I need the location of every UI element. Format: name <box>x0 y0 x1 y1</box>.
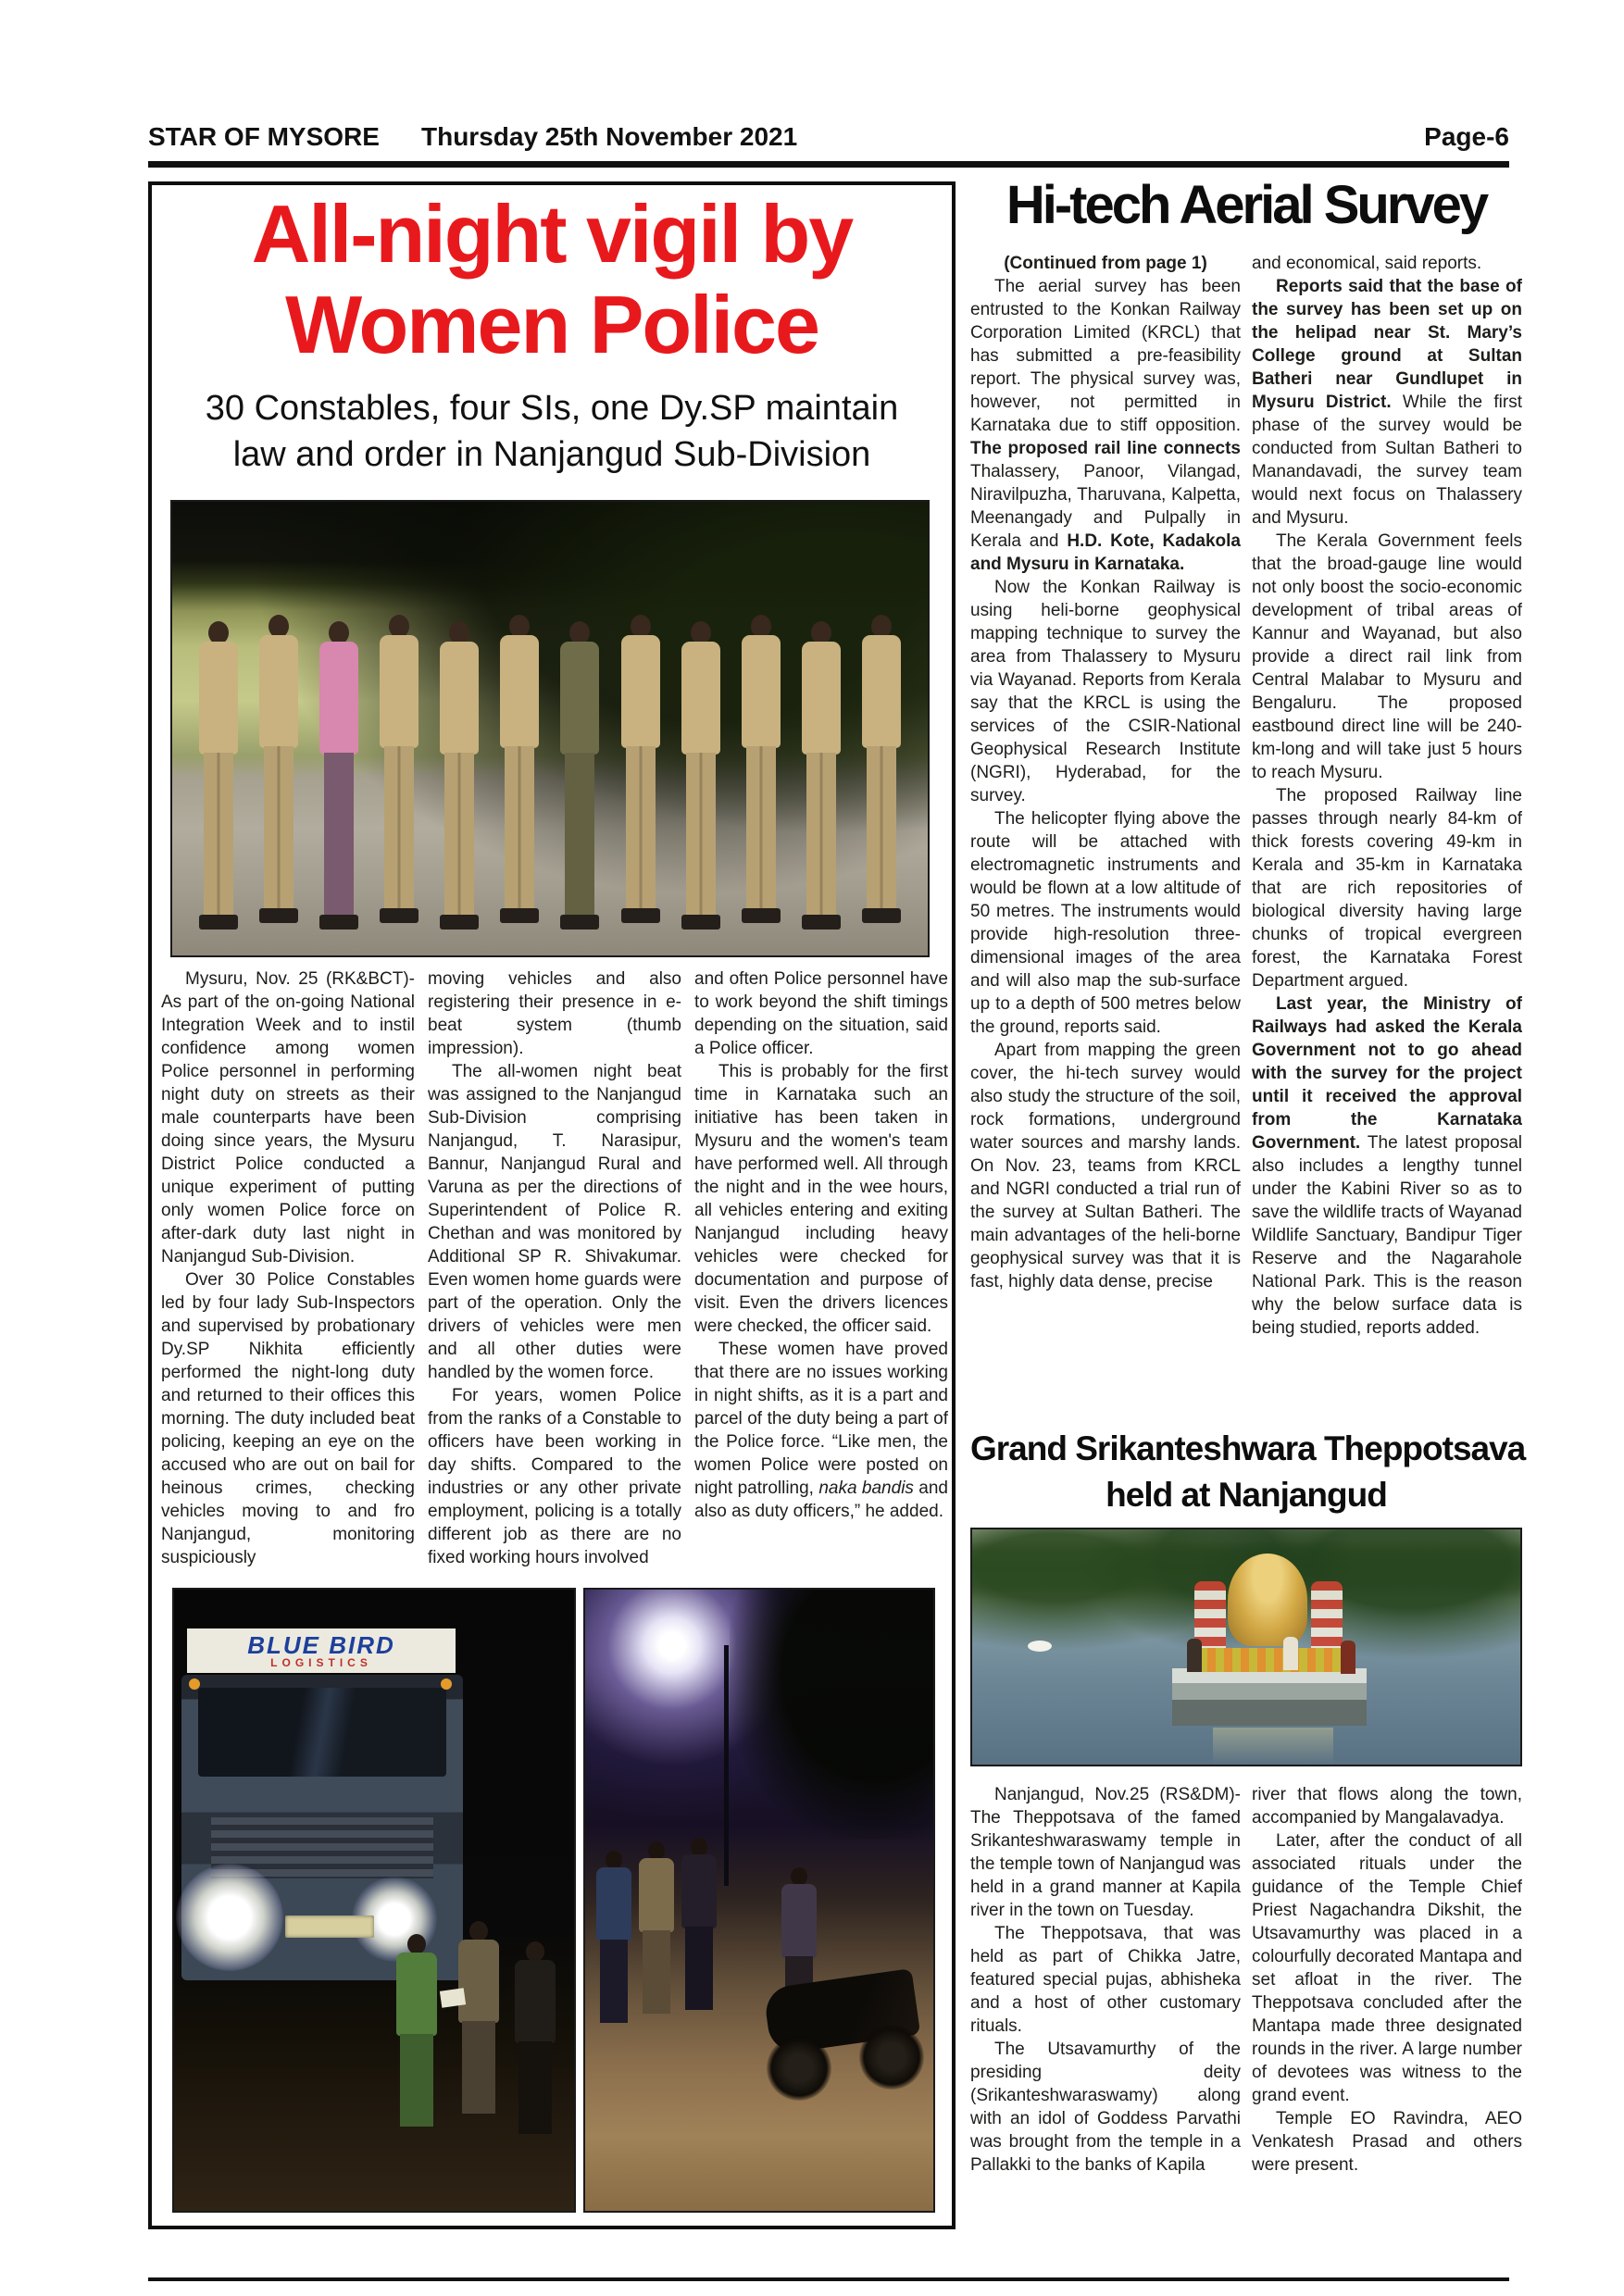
theppotsava-headline-line2: held at Nanjangud <box>1106 1476 1387 1514</box>
person-figure <box>1187 1639 1202 1672</box>
newspaper-title: STAR OF MYSORE <box>148 122 380 151</box>
truck-marker-light <box>441 1678 452 1690</box>
truck-brand-name: BLUE BIRD <box>247 1630 395 1659</box>
paragraph: Later, after the conduct of all associated rituals under the guidance of the Temple Chief Priest Nagachandra Dikshit, the Utsavamurthy was placed in a colourfully decorated Mantapa and set afloat in the river. The Theppotsava concluded after the Mantapa made three designated rounds in the river. A large number of devotees was witness to the grand event. <box>1252 1831 1522 2105</box>
paragraph: and economical, said reports. <box>1252 254 1482 273</box>
truck-brand-subtitle: LOGISTICS <box>270 1655 372 1669</box>
person-figure <box>378 615 420 931</box>
person-figure <box>678 1838 720 2018</box>
paragraph: These women have proved that there are no issues working in night shifts, as it is a part and parcel of the duty being a part of the Police force. “Like men, the women Police were posted on night patrolling, naka bandis and also as duty officers,” he added. <box>694 1340 948 1521</box>
person-figure <box>389 1934 444 2130</box>
paragraph: Nanjangud, Nov.25 (RS&DM)- The Theppotsava of the famed Srikanteshwaraswamy temple in the temple town of Nanjangud was held in a grand manner at Kapila river in the town on Tuesday. <box>970 1785 1241 1920</box>
paragraph: and often Police personnel have to work beyond the shift timings depending on the situation, said a Police officer. <box>694 969 948 1058</box>
flower-garland <box>1191 1648 1348 1672</box>
page-number: Page-6 <box>1424 122 1509 151</box>
paragraph: The proposed Railway line passes through nearly 84-km of thick forests covering 49-km in Kerala and 35-km in Karnataka that are rich repositories of biological diversity having large chunks of tropical evergreen forest, the Karnataka Forest Department argued. <box>1252 786 1522 991</box>
theppotsava-article-column-1 <box>970 1783 1241 2252</box>
paragraph: The Kerala Government feels that the broad-gauge line would not only boost the socio-economic development of tribal areas of Kannur and Wayanad, but also provide a direct rail link from Central Malabar to Mysuru and Bengaluru. The proposed eastbound direct line will be 240-km-long and will take just 5 hours to reach Mysuru. <box>1252 531 1522 782</box>
paragraph: moving vehicles and also registering their presence in e-beat system (thumb impression). <box>428 969 681 1058</box>
person-figure <box>1341 1641 1355 1674</box>
person-figure <box>1283 1637 1298 1670</box>
theppotsava-photo <box>970 1528 1522 1766</box>
lead-subhead <box>152 385 952 478</box>
theppotsava-article-column-2 <box>1252 1783 1522 2252</box>
paragraph: This is probably for the first time in Karnataka such an initiative has been taken in Mysuru and the women's team have performed well. All through the night and in the wee hours, all vehicles entering and exiting Nanjangud including heavy vehicles were checked for documentation and purpose of visit. Even the drivers licences were checked, the officer said. <box>694 1062 948 1336</box>
lead-headline-line2: Women Police <box>285 279 818 370</box>
person-figure <box>619 615 662 931</box>
documents <box>440 1988 466 2007</box>
person-figure <box>438 621 481 931</box>
person-figure <box>860 615 903 931</box>
aerial-headline: Hi-tech Aerial Survey <box>1006 175 1487 235</box>
paragraph: Temple EO Ravindra, AEO Venkatesh Prasad and others were present. <box>1252 2109 1522 2175</box>
lead-headline <box>152 189 952 370</box>
lead-subhead-line1: 30 Constables, four SIs, one Dy.SP maintain <box>205 389 899 428</box>
person-figure <box>594 1851 633 2019</box>
lead-article-column-2 <box>428 967 681 1580</box>
police-group-photo <box>170 500 930 957</box>
paragraph: (Continued from page 1) <box>1004 254 1207 273</box>
truck-marker-light <box>189 1678 200 1690</box>
paragraph: Mysuru, Nov. 25 (RK&BCT)- As part of the on-going National Integration Week and to instil confidence among women Police personnel in performing night duty on streets as their male counterparts have been doing since years, the Mysuru District Police conducted a unique experiment of putting only women Police force on after-dark duty last night in Nanjangud Sub-Division. <box>161 969 415 1267</box>
float-dome <box>1228 1554 1307 1646</box>
person-figure <box>800 621 843 931</box>
lead-article-column-1 <box>161 967 415 1580</box>
lead-subhead-line2: law and order in Nanjangud Sub-Division <box>232 435 871 474</box>
paragraph: The aerial survey has been entrusted to the Konkan Railway Corporation Limited (KRCL) that has submitted a pre-feasibility report. The physical survey was, however, not permitted in Karnataka due to stiff opposition. The proposed rail line connects Thalassery, Panoor, Vilangad, Niravilpuzha, Tharuvana, Kalpetta, Meenangady and Pulpally in Kerala and H.D. Kote, Kadakola and Mysuru in Karnataka. <box>970 277 1241 574</box>
truck-brand-banner <box>187 1628 456 1673</box>
paragraph: river that flows along the town, accompanied by Mangalavadya. <box>1252 1785 1522 1828</box>
masthead <box>148 122 1509 157</box>
tree-silhouette <box>730 1588 935 1840</box>
paragraph: The helicopter flying above the route will be attached with electromagnetic instruments and would be flown at a low altitude of 50 metres. The instruments would provide high-resolution three-dimensional images of the area and will also map the sub-surface up to a depth of 500 metres below the ground, reports said. <box>970 809 1241 1037</box>
paragraph: Apart from mapping the green cover, the hi-tech survey would also study the structure of the soil, rock formations, underground water sources and marshy lands. On Nov. 23, teams from KRCL and NGRI conducted a trial run of the survey at Sultan Batheri. The main advantages of the heli-borne geophysical survey was that it is fast, highly data dense, precise <box>970 1041 1241 1292</box>
edition-date: Thursday 25th November 2021 <box>421 122 798 151</box>
person-figure <box>558 621 601 931</box>
person-figure <box>257 615 300 931</box>
aerial-article-column-1 <box>970 252 1241 1422</box>
light-pole <box>724 1645 729 1886</box>
paragraph: The Utsavamurthy of the presiding deity (Srikanteshwaraswamy) along with an idol of Goddess Parvathi was brought from the temple in a Pallakki to the banks of Kapila <box>970 2040 1241 2175</box>
headlight-glare <box>176 1864 283 1971</box>
aerial-article-column-2 <box>1252 252 1522 1422</box>
police-officer-figure <box>636 1841 677 2017</box>
paragraph: The all-women night beat was assigned to the Nanjangud Sub-Division comprising Nanjangud, T. Narasipur, Bannur, Nanjangud Rural and Varuna as per the directions of Superintendent of Police R. Chethan and was monitored by Additional SP R. Shivakumar. Even women home guards were part of the operation. Only the drivers of vehicles were men and all other duties were handled by the women force. <box>428 1062 681 1382</box>
theppotsava-headline <box>970 1426 1526 1518</box>
police-officer-figure <box>448 1921 509 2134</box>
float-base <box>1172 1668 1367 1726</box>
paragraph: Last year, the Ministry of Railways had asked the Kerala Government not to go ahead with the survey for the project until it received the approval from the Karnataka Government. The latest proposal also includes a lengthy tunnel under the Kabini River so as to save the wildlife tracts of Wayanad Wildlife Sanctuary, Bandipur Tiger Reserve and the Nagarahole National Park. This is the reason why the below surface data is being studied, reports added. <box>1252 994 1522 1338</box>
paragraph: Reports said that the base of the survey has been set up on the helipad near St. Mary’s College ground at Sultan Batheri near Gundlupet in Mysuru District. While the first phase of the survey would be conducted from Sultan Batheri to Manandavadi, the survey team would next focus on Thalassery and Mysuru. <box>1252 277 1522 528</box>
person-figure <box>498 615 541 931</box>
truck-windshield <box>198 1688 446 1777</box>
motorcycle-wheel <box>767 2036 831 2101</box>
header-rule <box>148 161 1509 168</box>
lead-article-column-3 <box>694 967 948 1580</box>
theppotsava-headline-line1: Grand Srikanteshwara Theppotsava <box>970 1429 1526 1467</box>
person-figure <box>197 621 240 931</box>
police-figures-row <box>180 612 920 931</box>
lead-headline-line1: All-night vigil by <box>251 188 853 280</box>
person-figure <box>318 621 360 931</box>
paragraph: Now the Konkan Railway is using heli-borne geophysical mapping technique to survey the area from Thalassery to Mysuru via Wayanad. Reports from Kerala say that the KRCL is using the services of the CSIR-National Geophysical Research Institute (NGRI), Hyderabad, for the survey. <box>970 578 1241 805</box>
bottom-rule <box>148 2277 1509 2281</box>
person-figure <box>680 621 722 931</box>
motorcycle-wheel <box>859 2025 924 2090</box>
lead-story-box <box>148 181 956 2229</box>
bird-silhouette <box>1028 1641 1052 1652</box>
paragraph: Over 30 Police Constables led by four lady Sub-Inspectors and supervised by probationary Dy.SP Nikhita efficiently performed the night-long duty and returned to their offices this morning. The duty included beat policing, keeping an eye on the accused who are out on bail for heinous crimes, checking vehicles moving to and fro Nanjangud, monitoring suspiciously <box>161 1270 415 1567</box>
person-figure <box>740 615 782 931</box>
person-figure <box>509 1941 561 2134</box>
night-patrol-photo <box>583 1588 935 2213</box>
paragraph: For years, women Police from the ranks of a Constable to officers have been working in day shifts. Compared to the industries or any other private employment, policing is a totally different job as there are no fixed working hours involved <box>428 1386 681 1567</box>
truck-checkpoint-photo <box>172 1588 576 2213</box>
water-reflection <box>1213 1728 1333 1765</box>
paragraph: The Theppotsava, that was held as part of Chikka Jatre, featured special pujas, abhisheka and a host of other customary rituals. <box>970 1924 1241 2036</box>
truck-number-plate <box>285 1915 374 1938</box>
